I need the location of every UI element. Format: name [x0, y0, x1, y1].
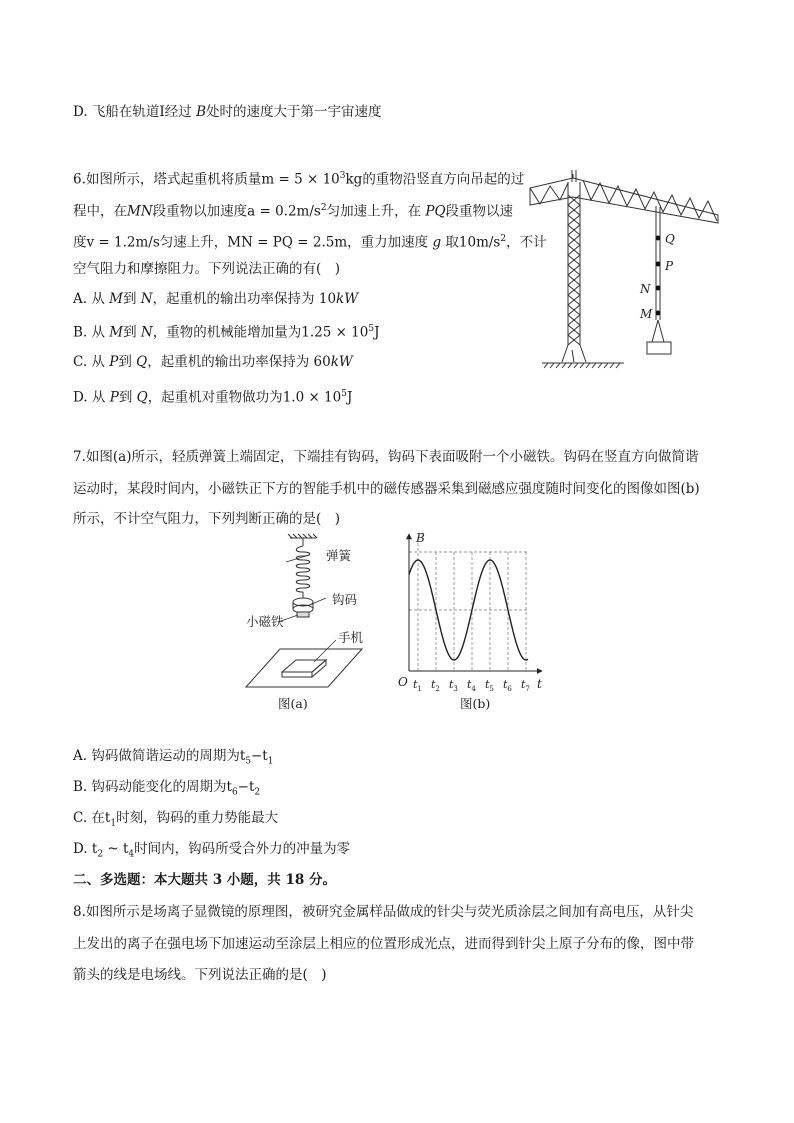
figure-b — [392, 528, 552, 714]
label-spring: 弹簧 — [326, 548, 352, 563]
crane-figure — [528, 160, 728, 375]
point-n-dot — [656, 286, 661, 291]
label-weight: 钩码 — [332, 592, 358, 607]
q6-option-c: C. 从 P到 Q，起重机的输出功率保持为 60kW — [73, 354, 353, 370]
q7-option-d: D. $t_2$ ~ $t_4$时间内，钩码所受合外力的冲量为零 — [73, 841, 351, 860]
q7-stem-line1: 7.如图(a)所示，轻质弹簧上端固定，下端挂有钩码，钩码下表面吸附一个小磁铁。钩码在竖直方向做简谐 — [73, 449, 699, 465]
q7-option-c: C. 在$t_1$时刻，钩码的重力势能最大 — [73, 810, 279, 829]
figure-a — [240, 532, 370, 712]
q7-stem-line3: 所示，不计空气阻力，下列判断正确的是( ) — [73, 511, 341, 527]
caption-figure-b: 图(b) — [460, 696, 491, 711]
q8-stem-line3: 箭头的线是电场线。下列说法正确的是( ) — [73, 967, 327, 983]
label-magnet: 小磁铁 — [246, 614, 284, 629]
q6-stem-line3: 度v = 1.2m/s匀速上升，MN = PQ = 2.5m，重力加速度 g 取$10m/s^2$，不计 — [73, 234, 547, 251]
q7-option-b: B. 钩码动能变化的周期为$t_6-t_2$ — [73, 779, 261, 798]
q6-option-d: D. 从 P到 Q，起重机对重物做功为$1.0 \times 10^5J$ — [73, 389, 353, 406]
origin-label: O — [398, 675, 408, 689]
label-q: Q — [665, 232, 675, 246]
q6-stem-line4: 空气阻力和摩擦阻力。下列说法正确的有( ) — [73, 261, 341, 277]
label-n: N — [640, 282, 651, 296]
q6-stem-line1: 6.如图所示，塔式起重机将质量$m = 5 \times 10^3kg$的重物沿竖直方向吊起的过 — [73, 171, 525, 188]
label-phone: 手机 — [338, 630, 364, 645]
tick-t6: $t_6$ — [503, 678, 512, 693]
q6-option-a: A. 从 M到 N，起重机的输出功率保持为 10kW — [73, 291, 359, 307]
q7-stem-line2: 运动时，某段时间内，小磁铁正下方的智能手机中的磁传感器采集到磁感应强度随时间变化的图像如图(b) — [73, 481, 700, 497]
point-p-dot — [656, 262, 661, 267]
tick-t5: $t_5$ — [485, 678, 494, 693]
x-axis-label: t — [537, 677, 542, 691]
q7-option-a: A. 钩码做简谐运动的周期为$t_5-t_1$ — [73, 748, 274, 767]
q6-stem-line2: 程中，在MN段重物以加速度$a = 0.2m/s^2$匀加速上升，在 PQ段重物以速 — [73, 203, 514, 220]
q6-option-b: B. 从 M到 N，重物的机械能增加量为$1.25 \times 10^5J$ — [73, 324, 380, 341]
y-axis-label: B — [416, 531, 425, 545]
q8-stem-line2: 上发出的离子在强电场下加速运动至涂层上相应的位置形成光点，进而得到针尖上原子分布的像，图中带 — [73, 936, 694, 952]
tick-t1: $t_1$ — [413, 678, 422, 693]
point-q-dot — [656, 236, 661, 241]
tick-t2: $t_2$ — [431, 678, 440, 693]
q5-option-d: D. 飞船在轨道Ⅰ经过 B处时的速度大于第一宇宙速度 — [73, 104, 382, 120]
tick-t7: $t_7$ — [521, 678, 530, 693]
tick-t4: $t_4$ — [467, 678, 476, 693]
point-m-dot — [656, 311, 661, 316]
section-2-title: 二、多选题：本大题共 3 小题，共 18 分。 — [73, 872, 336, 888]
label-p: P — [665, 259, 674, 273]
label-m: M — [640, 307, 653, 321]
q8-stem-line1: 8.如图所示是场离子显微镜的原理图，被研究金属样品做成的针尖与荧光质涂层之间加有高电压，从针尖 — [73, 904, 694, 920]
tick-t3: $t_3$ — [449, 678, 458, 693]
caption-figure-a: 图(a) — [278, 696, 308, 711]
